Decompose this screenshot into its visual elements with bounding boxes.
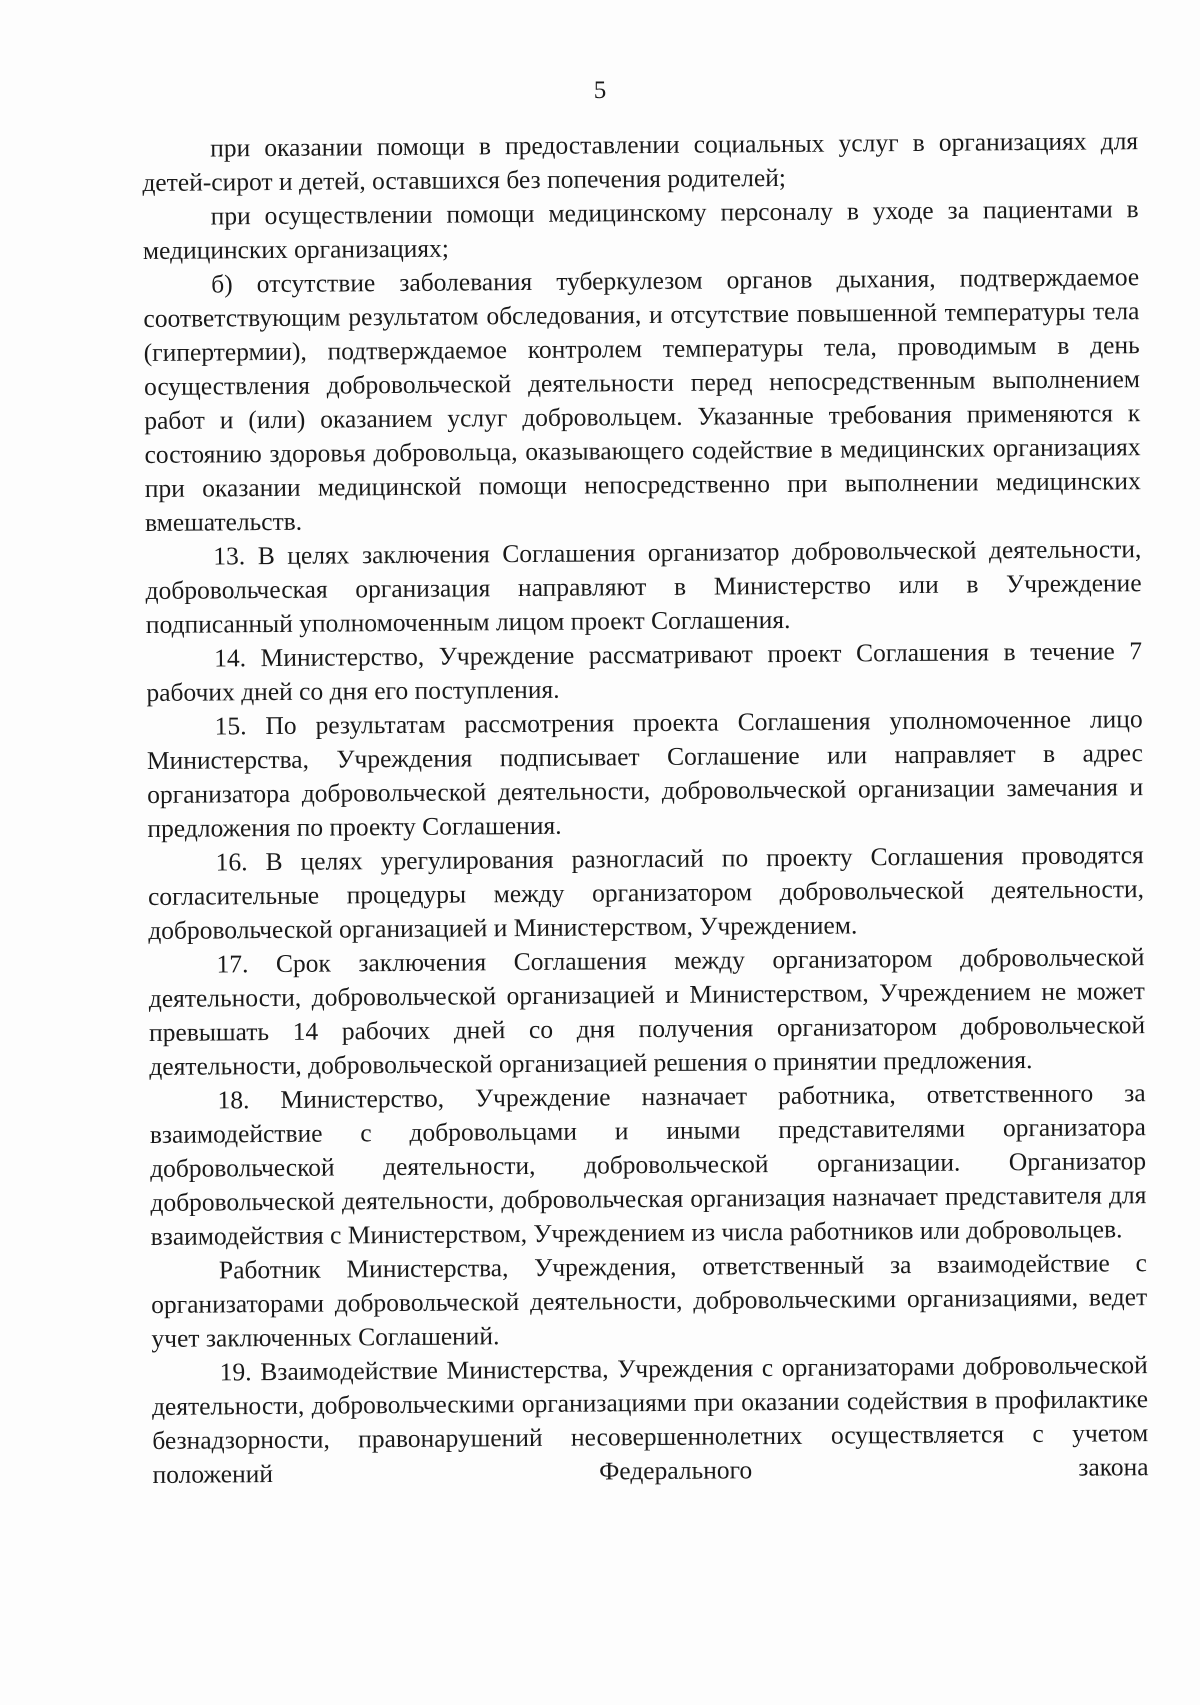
paragraph-item-16: 16. В целях урегулирования разногласий по проекту Соглашения проводятся согласительные процедуры между организатором добровольческой деятельности, добровольческой организацией и Министерством, Учреждением. (147, 840, 1145, 945)
document-body (142, 124, 1149, 1492)
paragraph-accounting-of-agreements: Работник Министерства, Учреждения, ответственный за взаимодействие с организаторами добровольческой деятельности, добровольческими организациями, ведет учет заключенных Соглашений. (151, 1248, 1148, 1353)
paragraph-item-15: 15. По результатам рассмотрения проекта Соглашения уполномоченное лицо Министерства, Учреждения подписывает Соглашение или направляет в адрес организатора добровольческой деятельности, добровольческой организации замечания и предложения по проекту Соглашения. (146, 704, 1144, 843)
paragraph-health-requirements: б) отсутствие заболевания туберкулезом органов дыхания, подтверждаемое соответствующим результатом обследования, и отсутствие повышенной температуры тела (гипертермии), подтверждаемое контролем температуры тела, проводимым в день осуществления добровольческой деятельности перед непосредственным выполнением работ и (или) оказанием услуг добровольцем. Указанные требования применяются к состоянию здоровья добровольца, оказывающего содействие в медицинских организациях при оказании медицинской помощи непосредственно при выполнении медицинских вмешательств. (143, 262, 1141, 537)
paragraph-item-17: 17. Срок заключения Соглашения между организатором добровольческой деятельности, добровольческой организацией и Министерством, Учреждением не может превышать 14 рабочих дней со дня получения организатором добровольческой деятельности, добровольческой организацией решения о принятии предложения. (148, 942, 1146, 1081)
paragraph-item-19: 19. Взаимодействие Министерства, Учреждения с организаторами добровольческой деятельности, добровольческими организациями при оказании содействия в профилактике безнадзорности, правонарушений несовершеннолетних осуществляется с учетом положений Федерального закона (151, 1350, 1149, 1489)
paragraph-item-18: 18. Министерство, Учреждение назначает работника, ответственного за взаимодействие с добровольцами и иными представителями организатора добровольческой деятельности, добровольческой организации. Организатор добровольческой деятельности, добровольческая организация назначает представителя для взаимодействия с Министерством, Учреждением из числа работников или добровольцев. (149, 1078, 1147, 1251)
paragraph-orphanage-assistance: при оказании помощи в предоставлении социальных услуг в организациях для детей-сирот и детей, оставшихся без попечения родителей; (142, 126, 1139, 197)
page-number: 5 (593, 77, 607, 104)
paragraph-item-13: 13. В целях заключения Соглашения организатор добровольческой деятельности, добровольческая организация направляют в Министерство или в Учреждение подписанный уполномоченным лицом проект Соглашения. (145, 534, 1142, 639)
paragraph-item-14: 14. Министерство, Учреждение рассматривают проект Соглашения в течение 7 рабочих дней со дня его поступления. (146, 636, 1143, 707)
paragraph-medical-staff-assistance: при осуществлении помощи медицинскому персоналу в уходе за пациентами в медицинских организациях; (142, 194, 1139, 265)
